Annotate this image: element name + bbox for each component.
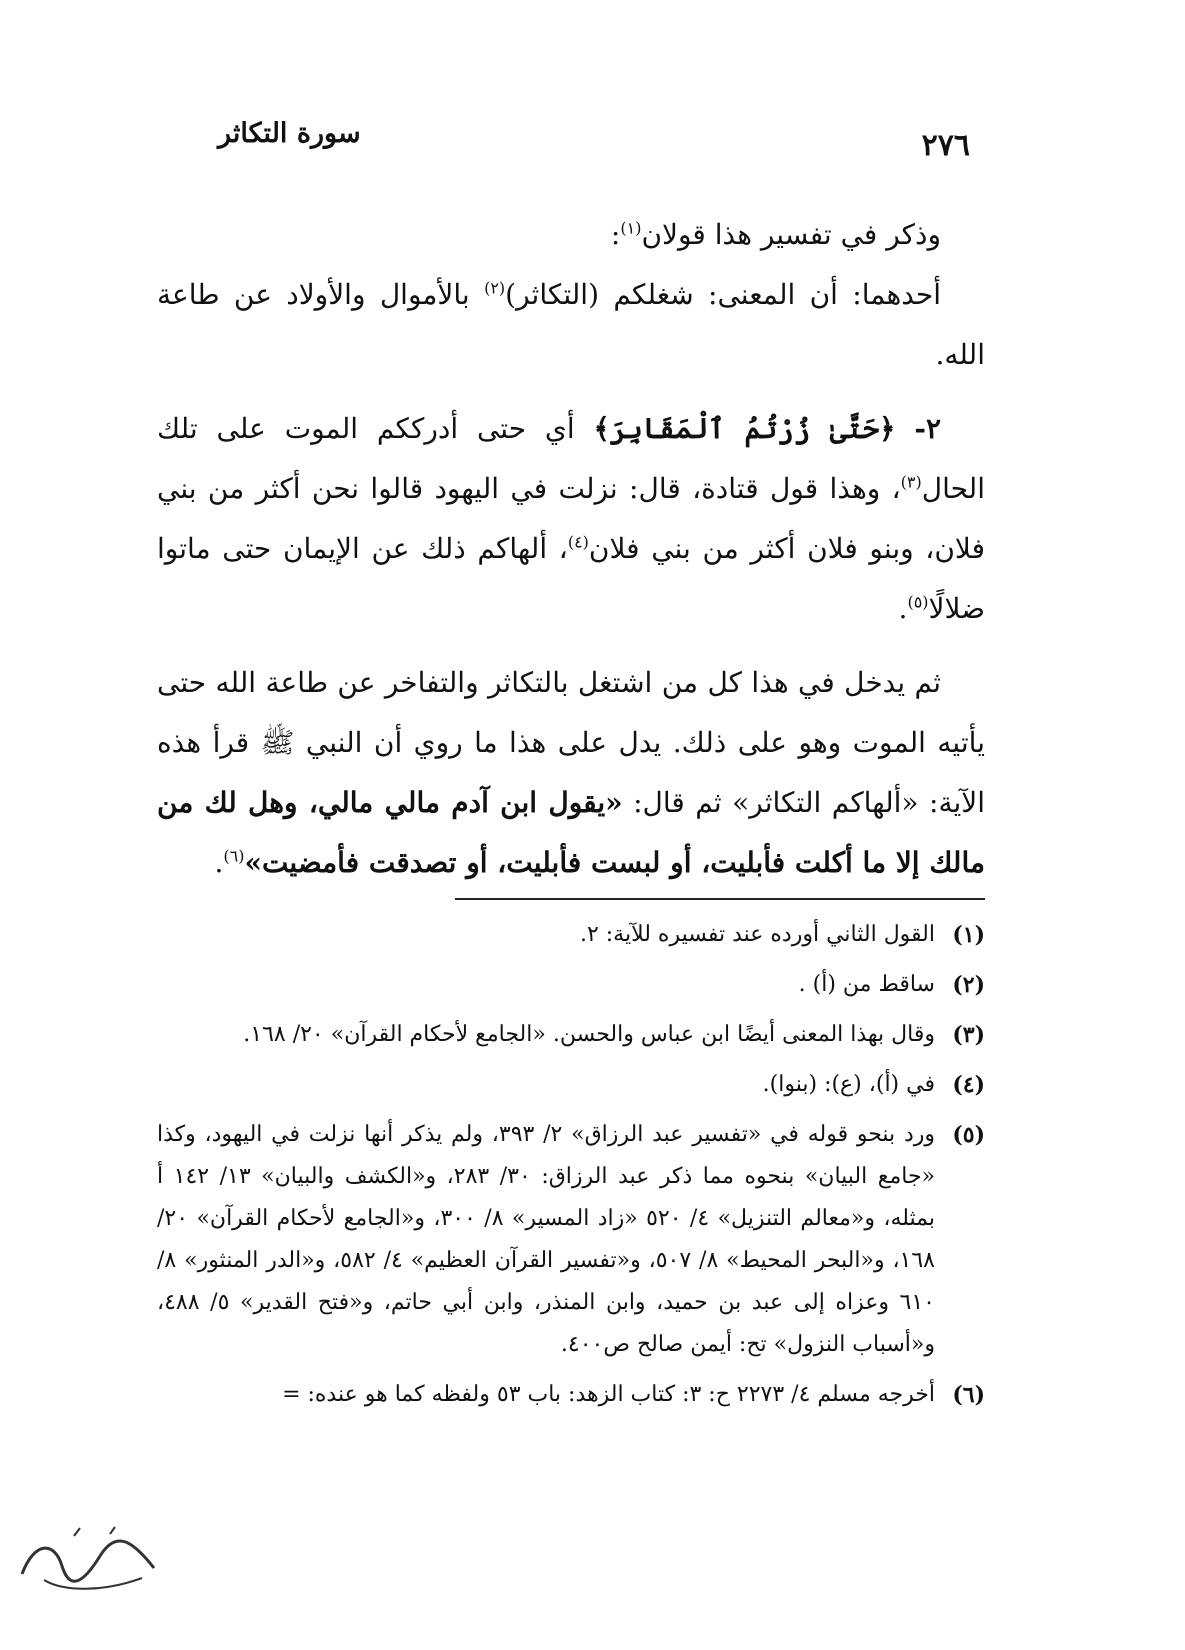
- first-meaning-tail: بالأموال والأولاد عن طاعة الله.: [157, 278, 985, 371]
- page-number: ٢٧٦: [921, 128, 970, 163]
- footnote-text: ساقط من (أ) .: [798, 972, 935, 997]
- paragraph-hadith: [157, 653, 985, 893]
- intro-text: وذكر في تفسير هذا قولان: [641, 218, 941, 251]
- page-header: [200, 118, 970, 178]
- footnote-number: (١): [952, 922, 985, 948]
- footnote: [157, 1374, 985, 1416]
- footnote: [157, 914, 985, 956]
- footnote-text: في (أ)، (ع): (بنوا).: [762, 1072, 935, 1097]
- surah-title: سورة التكاثر: [218, 118, 361, 149]
- hadith-intro: ثم يدخل في هذا كل من اشتغل بالتكاثر والتفاخر عن طاعة الله حتى يأتيه الموت وهو على ذلك. يدل على هذا ما روي أن النبي ﷺ قرأ هذه الآية: «ألهاكم التكاثر» ثم قال:: [157, 666, 985, 819]
- footnote-number: (٤): [952, 1072, 985, 1098]
- footnote: [157, 964, 985, 1006]
- paragraph-first-meaning: [157, 265, 985, 385]
- footnote-number: (٥): [952, 1122, 985, 1148]
- footnote-ref-2[interactable]: (٢): [484, 278, 506, 298]
- footnote-number: (٣): [952, 1022, 985, 1048]
- footnote-number: (٢): [952, 972, 985, 998]
- footnote-text: وقال بهذا المعنى أيضًا ابن عباس والحسن. «الجامع لأحكام القرآن» ٢٠/ ١٦٨.: [243, 1022, 935, 1047]
- footnote-divider: [455, 898, 985, 900]
- intro-colon: :: [610, 218, 621, 251]
- quran-verse: ﴿حَتَّىٰ زُرْتُمُ ٱلْمَقَابِرَ﴾: [593, 412, 896, 445]
- footnote-ref-4[interactable]: (٤): [567, 532, 589, 552]
- footnote-ref-3[interactable]: (٣): [900, 472, 922, 492]
- paragraph-verse-2: [157, 399, 985, 639]
- calligraphy-logo: [14, 1522, 164, 1602]
- period: .: [214, 846, 224, 879]
- qatada-saying-tail: ، ألهاكم ذلك عن الإيمان حتى ماتوا ضلالًا: [157, 532, 985, 625]
- verse-number: ٢-: [914, 412, 941, 445]
- footnote-text: ورد بنحو قوله في «تفسير عبد الرزاق» ٢/ ٣٩٣، ولم يذكر أنها نزلت في اليهود، وكذا «جامع البيان» بنحوه مما ذكر عبد الرزاق: ٣٠/ ٢٨٣، و«الكشف والبيان» ١٣/ ١٤٢ أ بمثله، و«معالم التنزيل» ٤/ ٥٢٠ «زاد المسير» ٨/ ٣٠٠، و«الجامع لأحكام القرآن» ٢٠/ ١٦٨، و«البحر المحيط» ٨/ ٥٠٧، و«تفسير القرآن العظيم» ٤/ ٥٨٢، و«الدر المنثور» ٨/ ٦١٠ وعزاه إلى عبد بن حميد، وابن المنذر، وابن أبي حاتم، و«فتح القدير» ٥/ ٤٨٨، و«أسباب النزول» تح: أيمن صالح ص٤٠٠.: [157, 1122, 936, 1357]
- qatada-saying: ، وهذا قول قتادة، قال: نزلت في اليهود قالوا نحن أكثر من بني فلان، وبنو فلان أكثر من بني فلان: [157, 472, 985, 565]
- first-meaning-text: أحدهما: أن المعنى: شغلكم (التكاثر): [505, 278, 941, 311]
- footnote-ref-6[interactable]: (٦): [223, 846, 245, 866]
- footnote-number: (٦): [952, 1382, 985, 1408]
- footnote: [157, 1064, 985, 1106]
- main-text: [157, 205, 985, 893]
- hadith-quote: «يقول ابن آدم مالي مالي، وهل لك من مالك إلا ما أكلت فأبليت، أو لبست فأبليت، أو تصدقت فأمضيت»: [157, 786, 985, 879]
- verse-explanation: أي حتى أدرككم الموت على تلك الحال: [157, 412, 985, 505]
- footnote-text: القول الثاني أورده عند تفسيره للآية: ٢.: [579, 922, 935, 947]
- footnote-ref-5[interactable]: (٥): [907, 592, 929, 612]
- paragraph-intro: [157, 205, 985, 265]
- footnote-ref-1[interactable]: (١): [620, 218, 642, 238]
- period: .: [898, 592, 908, 625]
- footnote: [157, 1014, 985, 1056]
- footnotes: [157, 914, 985, 1424]
- footnote: [157, 1114, 985, 1366]
- footnote-text: أخرجه مسلم ٤/ ٢٢٧٣ ح: ٣: كتاب الزهد: باب ٥٣ ولفظه كما هو عنده: =: [282, 1382, 935, 1407]
